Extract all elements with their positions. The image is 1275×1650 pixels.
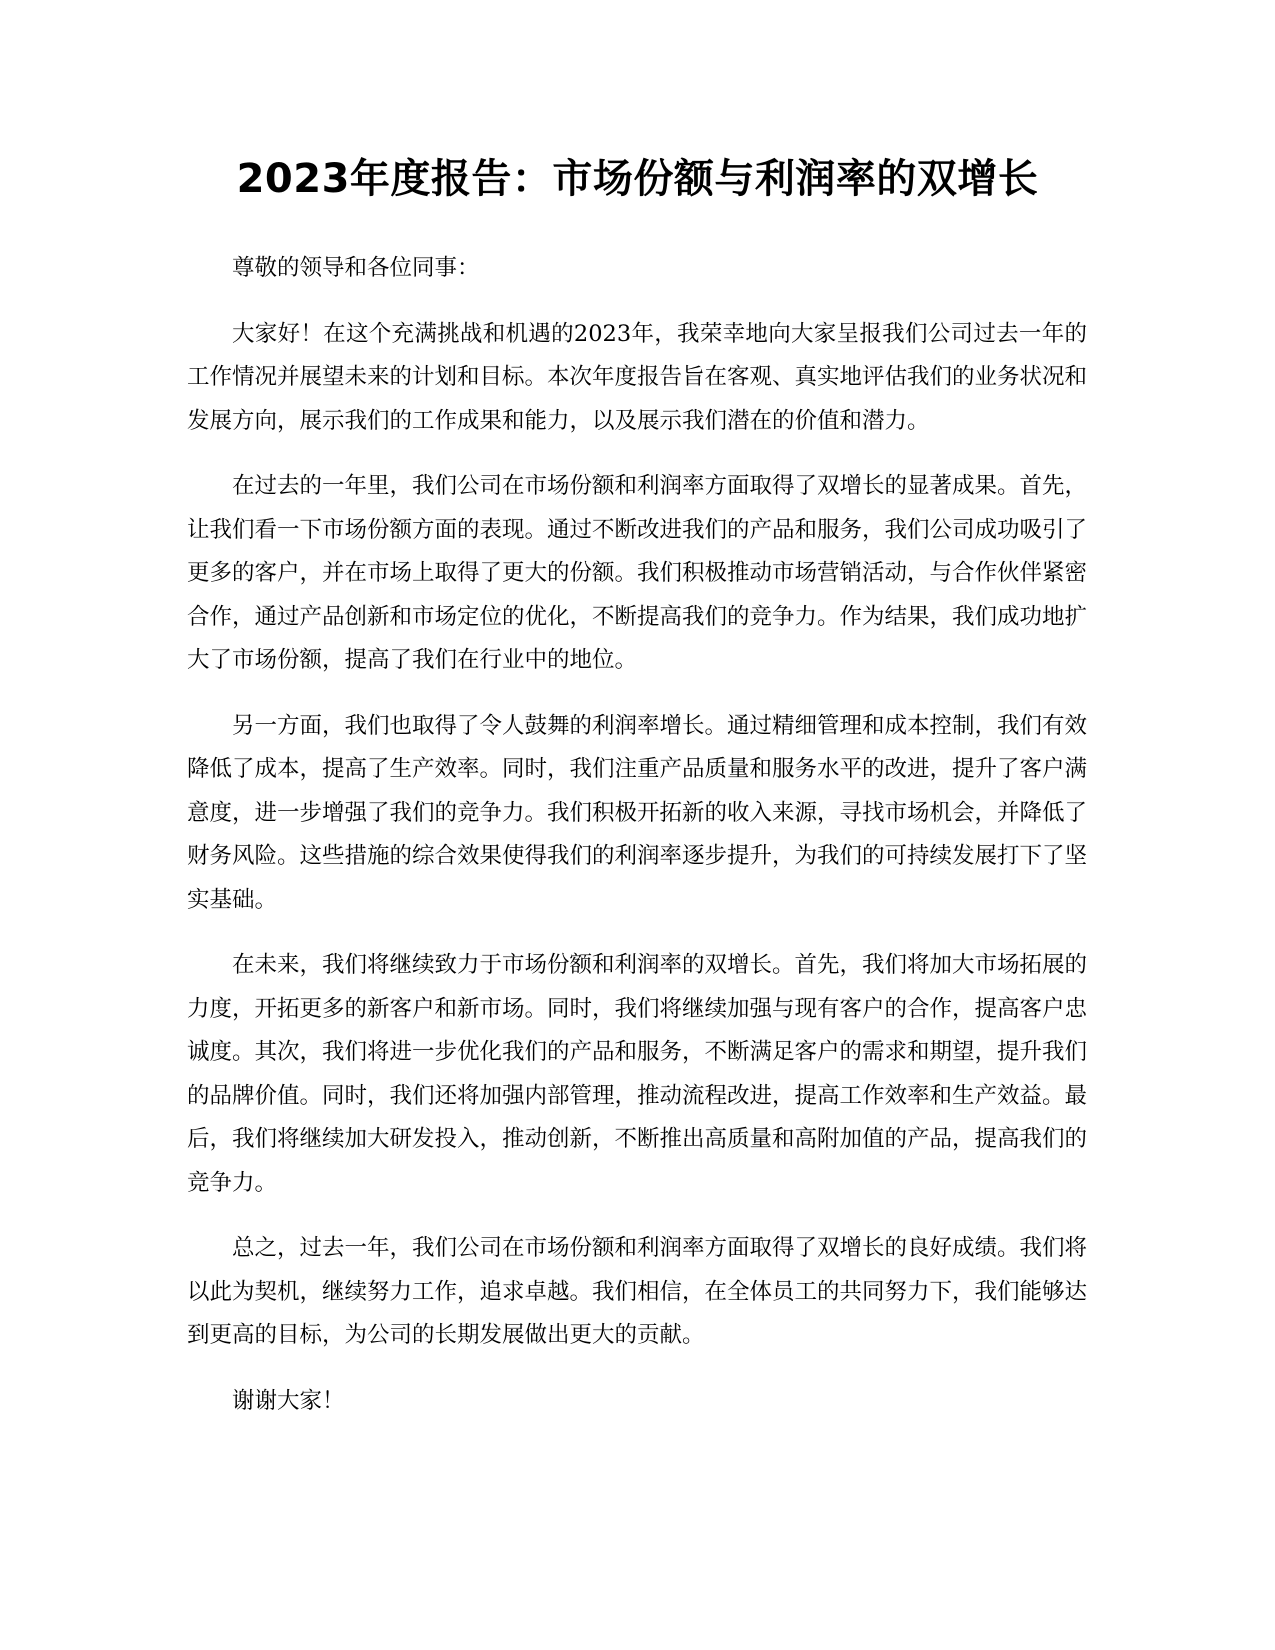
- document-title: 2023年度报告：市场份额与利润率的双增长: [236, 156, 1039, 202]
- summary-paragraph: 总之，过去一年，我们公司在市场份额和利润率方面取得了双增长的良好成绩。我们将以此为契机，继续努力工作，追求卓越。我们相信，在全体员工的共同努力下，我们能够达到更高的目标，为公司的长期发展做出更大的贡献。: [187, 1235, 1088, 1348]
- intro-paragraph: 大家好！在这个充满挑战和机遇的2023年，我荣幸地向大家呈报我们公司过去一年的工作情况并展望未来的计划和目标。本次年度报告旨在客观、真实地评估我们的业务状况和发展方向，展示我们的工作成果和能力，以及展示我们潜在的价值和潜力。: [187, 320, 1088, 434]
- document-body: [187, 247, 1087, 1445]
- market-share-paragraph: 在过去的一年里，我们公司在市场份额和利润率方面取得了双增长的显著成果。首先，让我们看一下市场份额方面的表现。通过不断改进我们的产品和服务，我们公司成功吸引了更多的客户，并在市场上取得了更大的份额。我们积极推动市场营销活动，与合作伙伴紧密合作，通过产品创新和市场定位的优化，不断提高我们的竞争力。作为结果，我们成功地扩大了市场份额，提高了我们在行业中的地位。: [187, 473, 1088, 673]
- greeting-paragraph: 尊敬的领导和各位同事：: [232, 255, 480, 281]
- closing-paragraph: 谢谢大家！: [232, 1387, 345, 1414]
- profit-margin-paragraph: 另一方面，我们也取得了令人鼓舞的利润率增长。通过精细管理和成本控制，我们有效降低了成本，提高了生产效率。同时，我们注重产品质量和服务水平的改进，提升了客户满意度，进一步增强了我们的竞争力。我们积极开拓新的收入来源，寻找市场机会，并降低了财务风险。这些措施的综合效果使得我们的利润率逐步提升，为我们的可持续发展打下了坚实基础。: [187, 712, 1088, 913]
- future-plan-paragraph: 在未来，我们将继续致力于市场份额和利润率的双增长。首先，我们将加大市场拓展的力度，开拓更多的新客户和新市场。同时，我们将继续加强与现有客户的合作，提高客户忠诚度。其次，我们将进一步优化我们的产品和服务，不断满足客户的需求和期望，提升我们的品牌价值。同时，我们还将加强内部管理，推动流程改进，提高工作效率和生产效益。最后，我们将继续加大研发投入，推动创新，不断推出高质量和高附加值的产品，提高我们的竞争力。: [187, 952, 1088, 1196]
